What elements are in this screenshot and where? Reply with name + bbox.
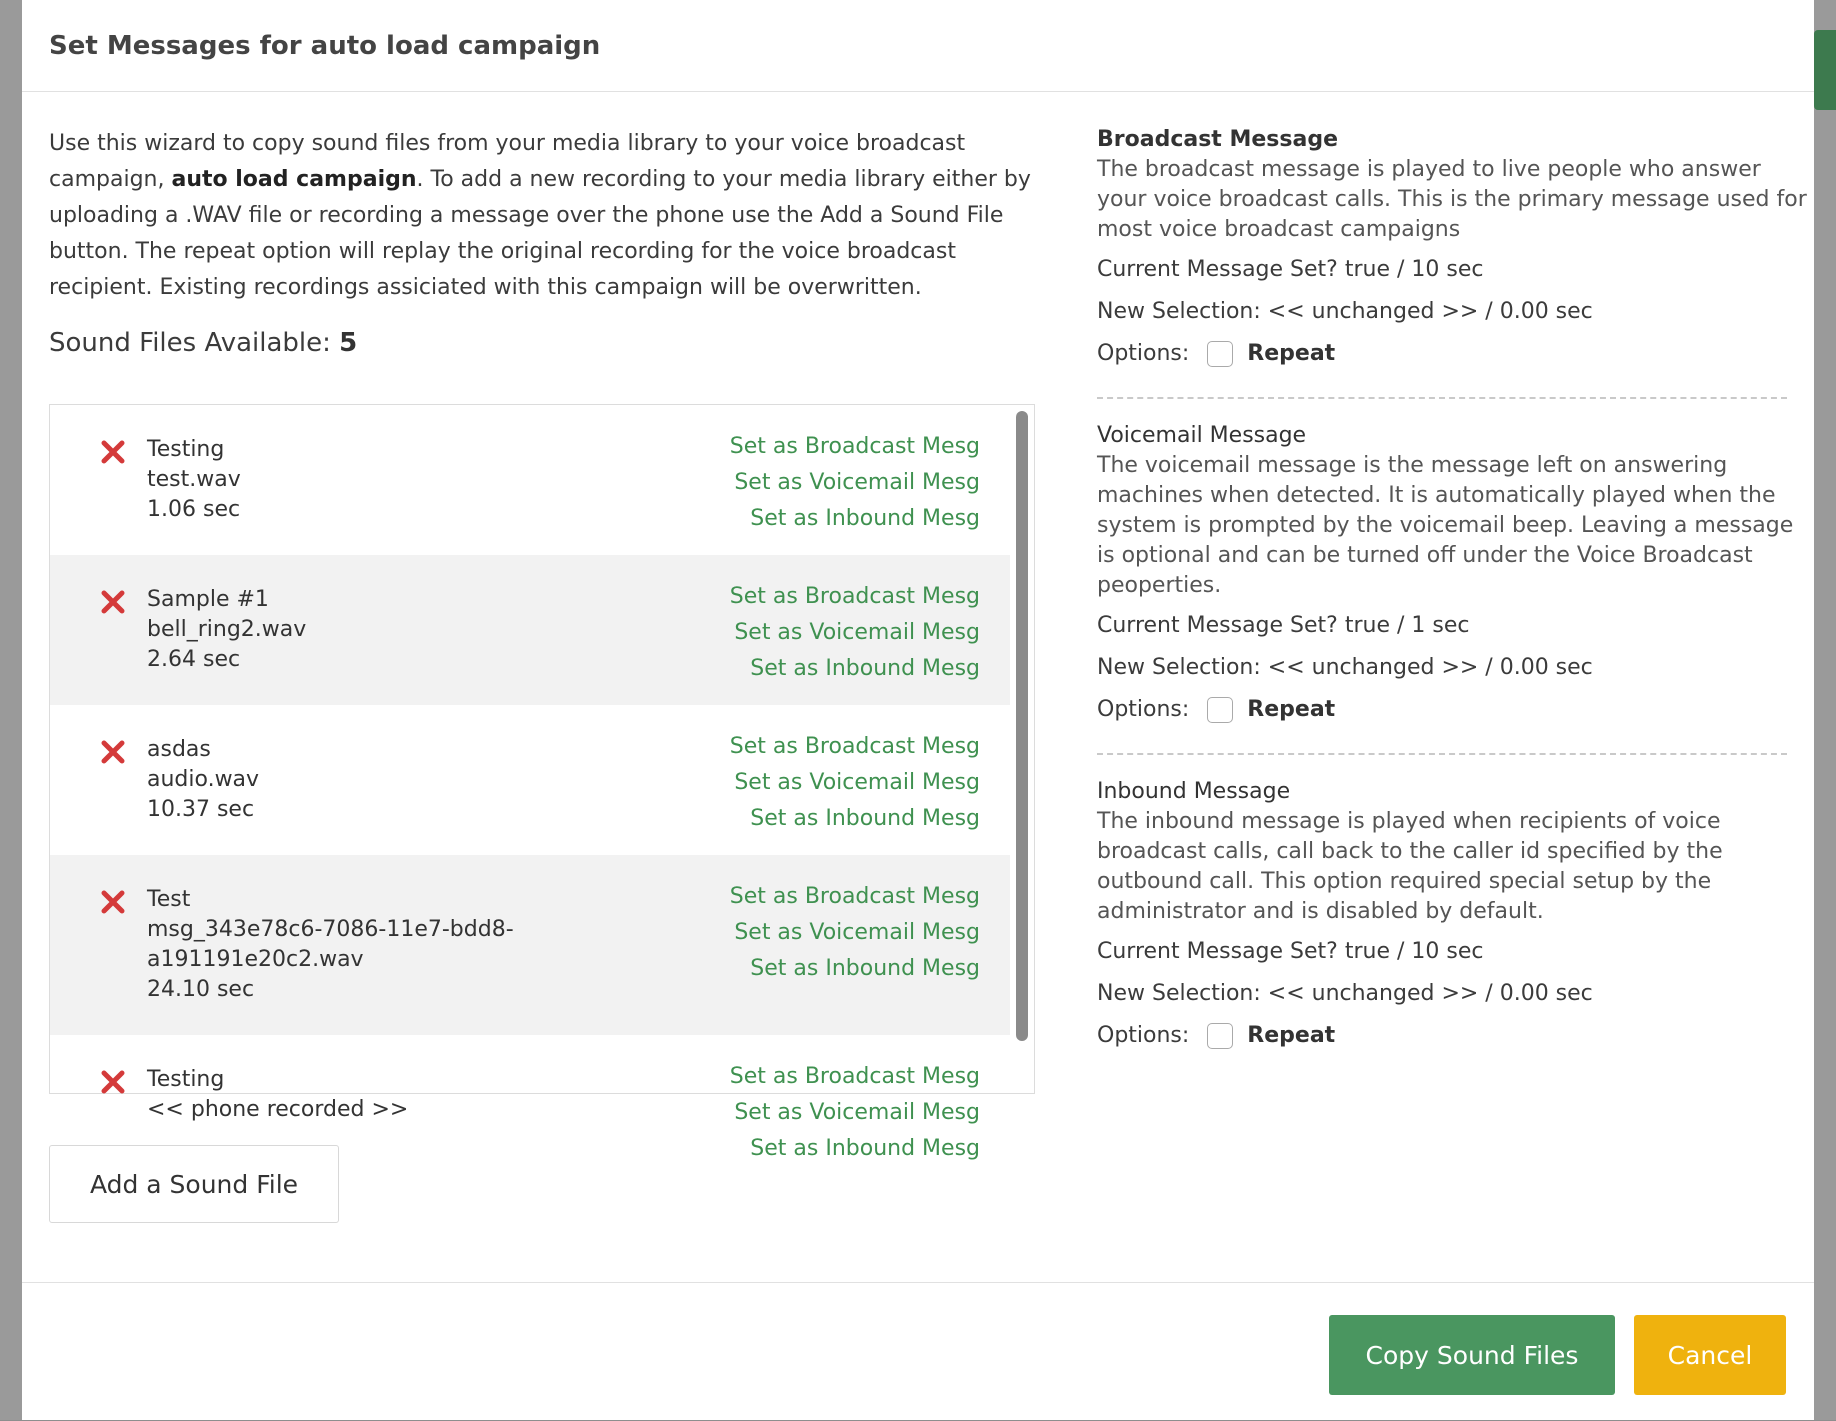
file-actions: [730, 579, 980, 687]
delete-icon[interactable]: [100, 589, 126, 615]
set-voicemail-link[interactable]: Set as Voicemail Mesg: [734, 620, 980, 645]
voicemail-title: Voicemail Message: [1097, 423, 1307, 448]
options-label: Options:: [1097, 1023, 1190, 1048]
broadcast-options: [1097, 339, 1807, 369]
divider: [1097, 397, 1787, 399]
broadcast-repeat-checkbox[interactable]: [1207, 341, 1233, 367]
voicemail-current: Current Message Set? true / 1 sec: [1097, 613, 1470, 638]
file-actions: [730, 729, 980, 837]
set-messages-modal: [22, 0, 1814, 1420]
modal-title: Set Messages for auto load campaign: [49, 30, 601, 61]
set-inbound-link[interactable]: Set as Inbound Mesg: [750, 1136, 980, 1161]
list-scrollbar[interactable]: [1016, 411, 1028, 1041]
file-filename: audio.wav: [147, 767, 260, 792]
list-item: [50, 1035, 1010, 1161]
set-broadcast-link[interactable]: Set as Broadcast Mesg: [729, 434, 980, 459]
add-sound-file-button[interactable]: Add a Sound File: [49, 1145, 339, 1223]
set-inbound-link[interactable]: Set as Inbound Mesg: [750, 656, 980, 681]
modal-header: [22, 0, 1814, 92]
voicemail-options: [1097, 695, 1807, 725]
file-actions: [730, 879, 980, 987]
set-broadcast-link[interactable]: Set as Broadcast Mesg: [729, 584, 980, 609]
set-inbound-link[interactable]: Set as Inbound Mesg: [750, 956, 980, 981]
set-broadcast-link[interactable]: Set as Broadcast Mesg: [729, 734, 980, 759]
divider: [1097, 753, 1787, 755]
modal-body: [22, 92, 1814, 1282]
set-inbound-link[interactable]: Set as Inbound Mesg: [750, 806, 980, 831]
repeat-label: Repeat: [1247, 1023, 1336, 1048]
list-item: [50, 705, 1010, 855]
list-item: [50, 855, 1010, 1035]
file-name: asdas: [147, 737, 211, 762]
set-voicemail-link[interactable]: Set as Voicemail Mesg: [734, 470, 980, 495]
broadcast-current: Current Message Set? true / 10 sec: [1097, 257, 1484, 282]
voicemail-description: The voicemail message is the message left on answering machines when detected. It is automatically played when the system is prompted by the voicemail beep. Leaving a message is optional and can be turned off under the Voice Broadcast peoperties.: [1097, 453, 1794, 598]
set-broadcast-link[interactable]: Set as Broadcast Mesg: [729, 1064, 980, 1089]
file-actions: [730, 429, 980, 537]
voicemail-new-selection: New Selection: << unchanged >> / 0.00 sec: [1097, 655, 1593, 680]
voicemail-repeat-checkbox[interactable]: [1207, 697, 1233, 723]
voicemail-message-section: [1097, 421, 1807, 725]
broadcast-message-section: [1097, 125, 1807, 369]
available-label: Sound Files Available:: [49, 328, 340, 358]
file-duration: 2.64 sec: [147, 647, 241, 672]
inbound-repeat-checkbox[interactable]: [1207, 1023, 1233, 1049]
file-duration: 1.06 sec: [147, 497, 241, 522]
file-duration: 24.10 sec: [147, 977, 255, 1002]
background-green-tab: [1814, 30, 1836, 110]
background-page-right: [1814, 0, 1836, 1420]
intro-text-part-2: . To add a new recording to your media library either by uploading a .WAV file or recording a message over the phone use the Add a Sound File button. The repeat option will replay the original recording for the voice broadcast recipient. Existing recordings assiciated with this campaign will be overwritten.: [49, 167, 1031, 300]
file-name: Sample #1: [147, 587, 269, 612]
file-filename: msg_343e78c6-7086-11e7-bdd8-: [147, 917, 514, 942]
delete-icon[interactable]: [100, 739, 126, 765]
broadcast-description: The broadcast message is played to live people who answer your voice broadcast calls. This is the primary message used for most voice broadcast campaigns: [1097, 157, 1807, 242]
modal-footer: [22, 1282, 1814, 1421]
file-filename: test.wav: [147, 467, 241, 492]
file-filename: << phone recorded >>: [147, 1097, 409, 1122]
set-voicemail-link[interactable]: Set as Voicemail Mesg: [734, 1100, 980, 1125]
inbound-options: [1097, 1021, 1807, 1051]
file-actions: [730, 1059, 980, 1167]
inbound-title: Inbound Message: [1097, 779, 1291, 804]
sound-files-list[interactable]: [49, 404, 1035, 1161]
file-filename-continued: a191191e20c2.wav: [147, 947, 364, 972]
delete-icon[interactable]: [100, 889, 126, 915]
list-item: [50, 555, 1010, 705]
cancel-button[interactable]: Cancel: [1634, 1315, 1786, 1395]
sound-files-available: [49, 328, 1039, 358]
list-item: [50, 405, 1010, 555]
repeat-label: Repeat: [1247, 341, 1336, 366]
copy-sound-files-button[interactable]: Copy Sound Files: [1329, 1315, 1615, 1395]
broadcast-title: Broadcast Message: [1097, 127, 1339, 152]
file-name: Test: [147, 887, 191, 912]
file-filename: bell_ring2.wav: [147, 617, 307, 642]
intro-text: [49, 126, 1039, 306]
background-page-left: [0, 0, 22, 1420]
options-label: Options:: [1097, 697, 1190, 722]
set-voicemail-link[interactable]: Set as Voicemail Mesg: [734, 770, 980, 795]
file-duration: 10.37 sec: [147, 797, 255, 822]
available-count: 5: [339, 328, 358, 358]
options-label: Options:: [1097, 341, 1190, 366]
set-inbound-link[interactable]: Set as Inbound Mesg: [750, 506, 980, 531]
intro-campaign-name: auto load campaign: [171, 167, 417, 192]
inbound-current: Current Message Set? true / 10 sec: [1097, 939, 1484, 964]
intro-text-part-1: Use this wizard to copy sound files from your media library to your voice broadcast campaign,: [49, 131, 966, 192]
delete-icon[interactable]: [100, 1069, 126, 1095]
repeat-label: Repeat: [1247, 697, 1336, 722]
sound-files-column: [49, 92, 1039, 1199]
inbound-new-selection: New Selection: << unchanged >> / 0.00 sec: [1097, 981, 1593, 1006]
inbound-description: The inbound message is played when recipients of voice broadcast calls, call back to the caller id specified by the outbound call. This option required special setup by the administrator and is disabled by default.: [1097, 809, 1723, 924]
inbound-message-section: [1097, 777, 1807, 1051]
messages-column: [1097, 125, 1807, 1051]
set-broadcast-link[interactable]: Set as Broadcast Mesg: [729, 884, 980, 909]
delete-icon[interactable]: [100, 439, 126, 465]
broadcast-new-selection: New Selection: << unchanged >> / 0.00 sec: [1097, 299, 1593, 324]
set-voicemail-link[interactable]: Set as Voicemail Mesg: [734, 920, 980, 945]
file-name: Testing: [147, 437, 225, 462]
file-name: Testing: [147, 1067, 225, 1092]
